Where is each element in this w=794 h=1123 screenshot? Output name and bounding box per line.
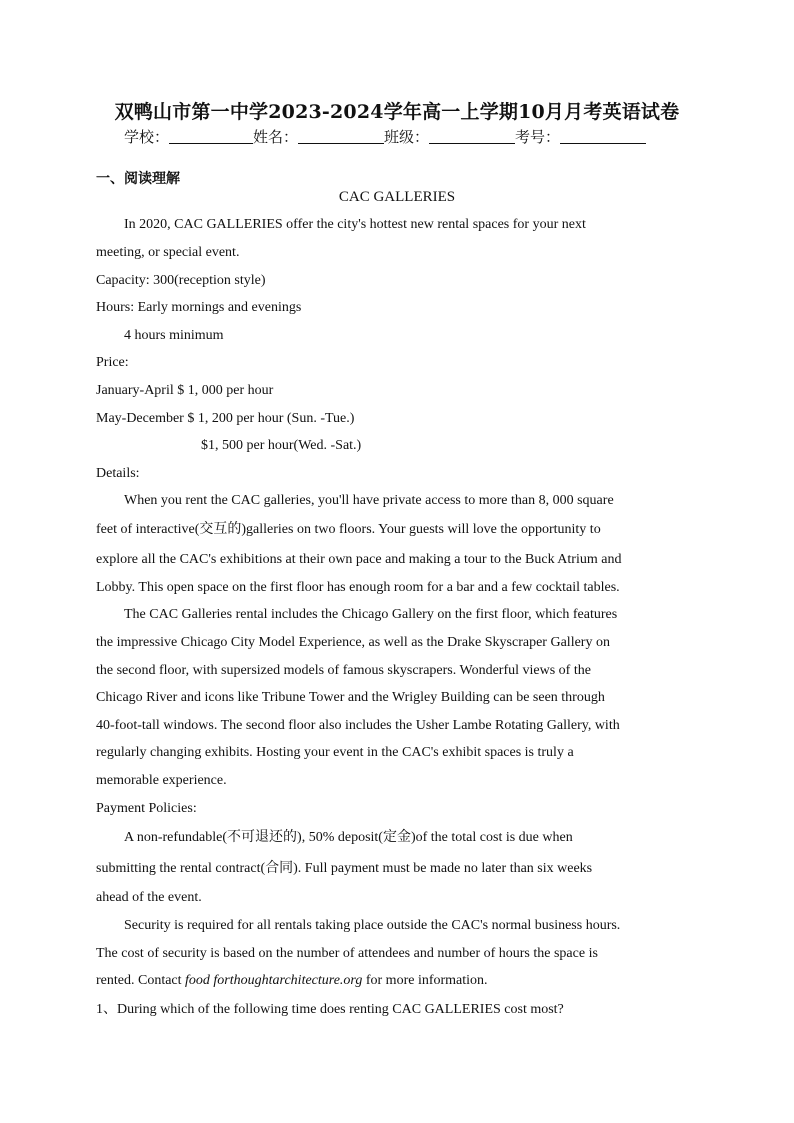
- details-p2-line-7: memorable experience.: [96, 773, 227, 788]
- class-blank[interactable]: [429, 129, 515, 144]
- price-label: Price:: [96, 355, 129, 370]
- price-may-december: May-December $ 1, 200 per hour (Sun. -Tue.): [96, 411, 355, 426]
- student-info-row: [124, 126, 684, 147]
- payment-line-2: [96, 859, 592, 878]
- security-line-1: Security is required for all rentals taking place outside the CAC's normal business hours.: [124, 918, 621, 933]
- payment-line-1: [124, 828, 573, 847]
- details-p1-line-1: When you rent the CAC galleries, you'll have private access to more than 8, 000 square: [124, 493, 614, 508]
- question-1: 1、During which of the following time does renting CAC GALLERIES cost most?: [96, 1002, 564, 1017]
- text-segment: for more information.: [362, 973, 488, 988]
- text-segment: ), 50% deposit(: [297, 830, 383, 845]
- name-label: 姓名：: [253, 128, 299, 146]
- details-p2-line-4: Chicago River and icons like Tribune Tower and the Wrigley Building can be seen through: [96, 690, 605, 705]
- exam-title: 双鸭山市第一中学2023-2024学年高一上学期10月月考英语试卷: [114, 101, 680, 123]
- school-blank[interactable]: [169, 129, 253, 144]
- text-segment: )galleries on two floors. Your guests will love the opportunity to: [241, 522, 601, 537]
- payment-line-3: ahead of the event.: [96, 890, 202, 905]
- intro-line-2: meeting, or special event.: [96, 245, 240, 260]
- intro-line-1: In 2020, CAC GALLERIES offer the city's hottest new rental spaces for your next: [124, 217, 586, 232]
- cjk-gloss: 不可退还的: [227, 829, 298, 845]
- payment-label: Payment Policies:: [96, 801, 197, 816]
- text-segment: feet of interactive(: [96, 522, 200, 537]
- details-p2-line-2: the impressive Chicago City Model Experience, as well as the Drake Skyscraper Gallery on: [96, 635, 610, 650]
- text-segment: rented. Contact: [96, 973, 186, 988]
- text-segment: )of the total cost is due when: [410, 830, 573, 845]
- security-line-3: [96, 972, 488, 990]
- number-blank[interactable]: [560, 129, 646, 144]
- cjk-gloss: 交互的: [199, 521, 242, 537]
- cjk-gloss: 定金: [382, 829, 411, 845]
- security-line-2: The cost of security is based on the number of attendees and number of hours the space is: [96, 946, 598, 961]
- details-p1-line-2: [96, 520, 601, 539]
- section-title: 一、阅读理解: [96, 171, 180, 187]
- hours-line: Hours: Early mornings and evenings: [96, 300, 302, 315]
- number-label: 考号：: [515, 128, 561, 146]
- text-segment: submitting the rental contract(: [96, 861, 266, 876]
- details-p2-line-1: The CAC Galleries rental includes the Chicago Gallery on the first floor, which features: [124, 607, 618, 622]
- text-segment: ). Full payment must be made no later than six weeks: [293, 861, 593, 876]
- name-blank[interactable]: [298, 129, 384, 144]
- details-p2-line-5: 40-foot-tall windows. The second floor also includes the Usher Lambe Rotating Gallery, with: [96, 718, 620, 733]
- price-wed-sat: $1, 500 per hour(Wed. -Sat.): [201, 438, 362, 453]
- details-p1-line-4: Lobby. This open space on the first floor has enough room for a bar and a few cocktail tables.: [96, 580, 620, 595]
- class-label: 班级：: [384, 128, 430, 146]
- details-p2-line-3: the second floor, with supersized models of famous skyscrapers. Wonderful views of the: [96, 663, 591, 678]
- hours-minimum-line: 4 hours minimum: [124, 328, 224, 343]
- text-segment: A non-refundable(: [124, 830, 228, 845]
- price-jan-april: January-April $ 1, 000 per hour: [96, 383, 274, 398]
- details-p2-line-6: regularly changing exhibits. Hosting your event in the CAC's exhibit spaces is truly a: [96, 745, 574, 760]
- capacity-line: Capacity: 300(reception style): [96, 273, 266, 288]
- details-label: Details:: [96, 466, 140, 481]
- details-p1-line-3: explore all the CAC's exhibitions at their own pace and making a tour to the Buck Atrium and: [96, 552, 622, 567]
- passage-title: CAC GALLERIES: [338, 189, 456, 205]
- school-label: 学校：: [124, 128, 170, 146]
- cjk-gloss: 合同: [265, 860, 294, 876]
- contact-link[interactable]: food forthoughtarchitecture.org: [185, 973, 363, 988]
